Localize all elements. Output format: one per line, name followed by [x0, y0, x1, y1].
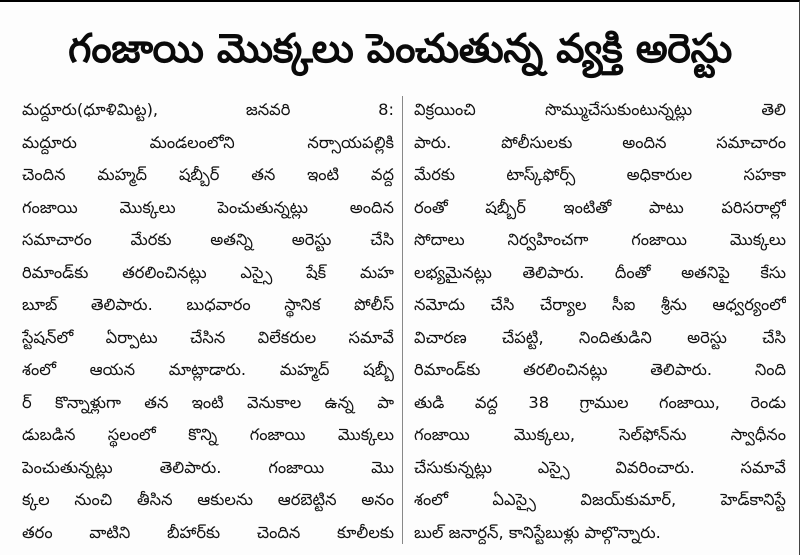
- article-line: విక్రయించి సొమ్ముచేసుకుంటున్నట్లు తెలి: [414, 100, 786, 119]
- article-line: మద్దూరు మండలంలోని నర్సాయపల్లికి: [22, 132, 394, 152]
- left-column: [22, 94, 394, 549]
- article-line: పెంచుతున్నట్లు తెలిపారు. గంజాయి మొ: [22, 457, 394, 477]
- article-line: విచారణ చేపట్టి, నిందితుడిని అరెస్టు చేసి: [414, 327, 786, 347]
- right-column: [414, 94, 786, 549]
- article-line: చెందిన మహ్మద్ షబ్బీర్ తన ఇంటి వద్ద: [22, 165, 394, 184]
- article-line: ర్ కొన్నాళ్లుగా తన ఇంటి వెనుకాల ఉన్న పా: [22, 392, 394, 412]
- article-line: రంతో షబ్బీర్ ఇంటితో పాటు పరిసరాల్లో: [414, 197, 786, 217]
- article-line: మద్దూరు(ధూళిమిట్ట), జనవరి 8:: [22, 100, 394, 119]
- column-divider: [402, 96, 403, 544]
- article-line: బుల్ జనార్దన్, కానిస్టేబుళ్లు పాల్గొన్నారు.: [414, 522, 661, 542]
- article-line: డుబడిన స్థలంలో కొన్ని గంజాయి మొక్కలు: [22, 425, 394, 444]
- article-line: గంజాయి మొక్కలు, సెల్‌ఫోన్‌ను స్వాధీనం: [414, 425, 786, 444]
- article-line: స్టేషన్‌లో ఏర్పాటు చేసిన విలేకరుల సమావే: [22, 327, 394, 347]
- article-line: మేరకు టాస్క్‌ఫోర్స్ అధికారుల సహకా: [414, 165, 786, 184]
- article-line: సమాచారం మేరకు అతన్ని అరెస్టు చేసి: [22, 230, 394, 249]
- article-headline: గంజాయి మొక్కలు పెంచుతున్న వ్యక్తి అరెస్టు: [68, 26, 732, 72]
- article-line: రిమాండ్‌కు తరలించినట్లు ఎస్సై షేక్ మహ: [22, 262, 394, 282]
- article-line: బూబ్ తెలిపారు. బుధవారం స్థానిక పోలీస్: [22, 295, 394, 314]
- article-line: శంలో ఏఎస్సై విజయ్‌కుమార్, హెడ్‌కానిస్టే: [414, 490, 786, 509]
- article-line: గంజాయి మొక్కలు పెంచుతున్నట్లు అందిన: [22, 197, 394, 217]
- article-line: రిమాండ్‌కు తరలించినట్లు తెలిపారు. నింది: [414, 360, 786, 379]
- article-line: సోదాలు నిర్వహించగా గంజాయి మొక్కలు: [414, 230, 786, 249]
- article-line: పారు. పోలీసులకు అందిన సమాచారం: [414, 132, 786, 152]
- article-line: లభ్యమైనట్లు తెలిపారు. దీంతో అతనిపై కేసు: [414, 262, 786, 282]
- article-line: శంలో ఆయన మాట్లాడారు. మహ్మద్ షబ్బీ: [22, 360, 394, 379]
- article-line: చేసుకున్నట్లు ఎస్సై వివరించారు. సమావే: [414, 457, 786, 477]
- article-line: క్కల నుంచి తీసిన ఆకులను ఆరబెట్టిన అనం: [22, 490, 394, 509]
- article-line: నమోదు చేసి చేర్యాల సీఐ శ్రీను ఆధ్వర్యంలో: [414, 295, 786, 314]
- article-line: తుడి వద్ద 38 గ్రాముల గంజాయి, రెండు: [414, 392, 786, 412]
- article-line: తరం వాటిని బీహార్‌కు చెందిన కూలీలకు: [22, 522, 394, 542]
